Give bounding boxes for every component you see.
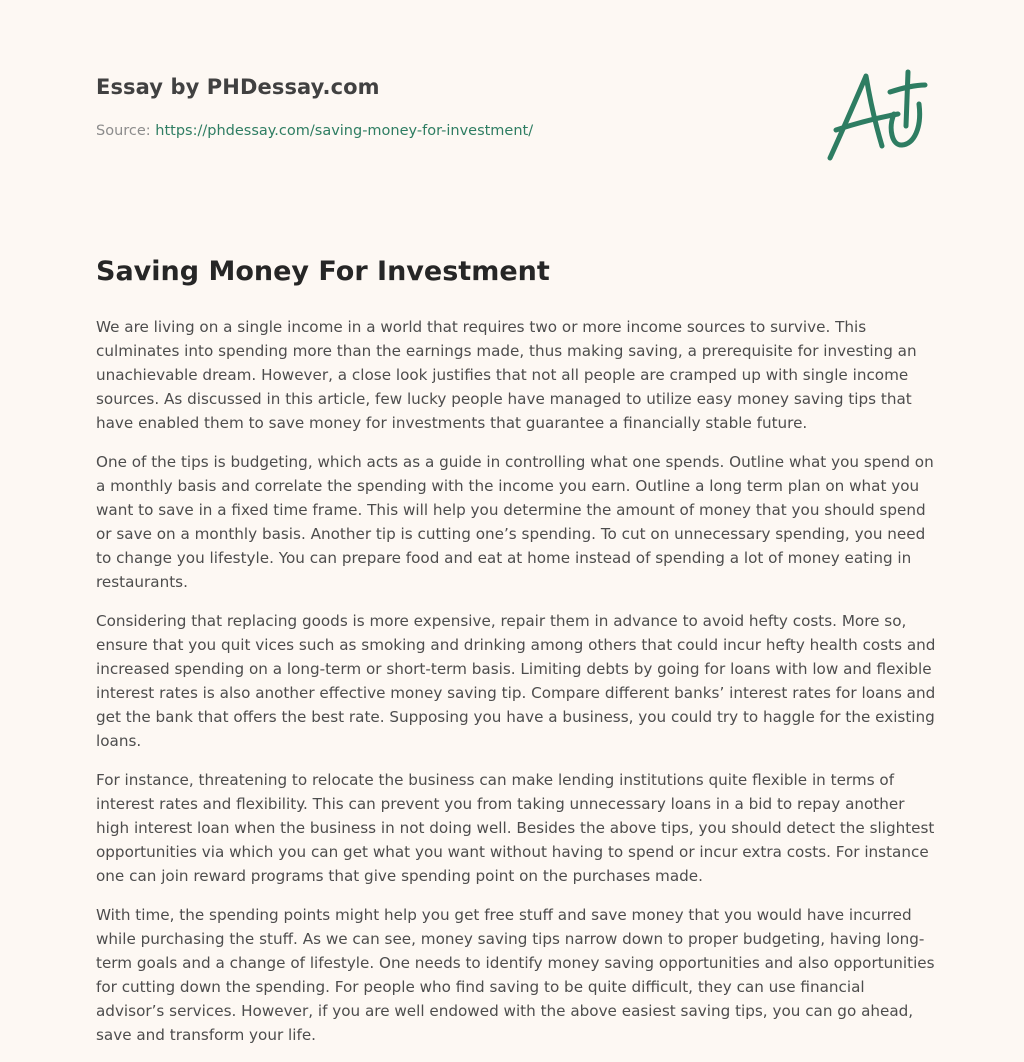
source-label: Source: <box>96 123 151 139</box>
essay-title: Saving Money For Investment <box>96 256 550 287</box>
essay-paragraph: One of the tips is budgeting, which acts as a guide in controlling what one spends. Outline what you spend on a monthly basis and correlate the spending with the income you earn. Outline a long term plan on what you want to save in a fixed time frame. This will help you determine the amount of money that you should spend or save on a monthly basis. Another tip is cutting one’s spending. To cut on unnecessary spending, you need to change you lifestyle. You can prepare food and eat at home instead of spending a lot of money eating in restaurants. <box>96 453 934 591</box>
essay-paragraph: For instance, threatening to relocate the business can make lending institutions quite flexible in terms of interest rates and flexibility. This can prevent you from taking unnecessary loans in a bid to repay another high interest loan when the business in not doing well. Besides the above tips, you should detect the slightest opportunities via which you can get what you want without having to spend or incur extra costs. For instance one can join reward programs that give spending point on the purchases made. <box>96 771 935 885</box>
essay-paragraph: With time, the spending points might help you get free stuff and save money that you would have incurred while purchasing the stuff. As we can see, money saving tips narrow down to proper budgeting, having long-term goals and a change of lifestyle. One needs to identify money saving opportunities and also opportunities for cutting down the spending. For people who find saving to be quite difficult, they can use financial advisor’s services. However, if you are well endowed with the above easiest saving tips, you can go ahead, save and transform your life. <box>96 906 935 1044</box>
site-brand: Essay by PHDessay.com <box>96 75 380 99</box>
essay-body <box>96 315 936 1062</box>
essay-paragraph: Considering that replacing goods is more expensive, repair them in advance to avoid hefty costs. More so, ensure that you quit vices such as smoking and drinking among others that could incur hefty health costs and increased spending on a long-term or short-term basis. Limiting debts by going for loans with low and flexible interest rates is also another effective money saving tip. Compare different banks’ interest rates for loans and get the bank that offers the best rate. Supposing you have a business, you could try to haggle for the existing loans. <box>96 612 936 750</box>
source-line <box>96 123 533 139</box>
a-plus-logo-icon <box>824 68 928 164</box>
source-link[interactable]: https://phdessay.com/saving-money-for-investment/ <box>155 123 534 139</box>
essay-paragraph: We are living on a single income in a world that requires two or more income sources to survive. This culminates into spending more than the earnings made, thus making saving, a prerequisite for investing an unachievable dream. However, a close look justifies that not all people are cramped up with single income sources. As discussed in this article, few lucky people have managed to utilize easy money saving tips that have enabled them to save money for investments that guarantee a financially stable future. <box>96 318 917 432</box>
